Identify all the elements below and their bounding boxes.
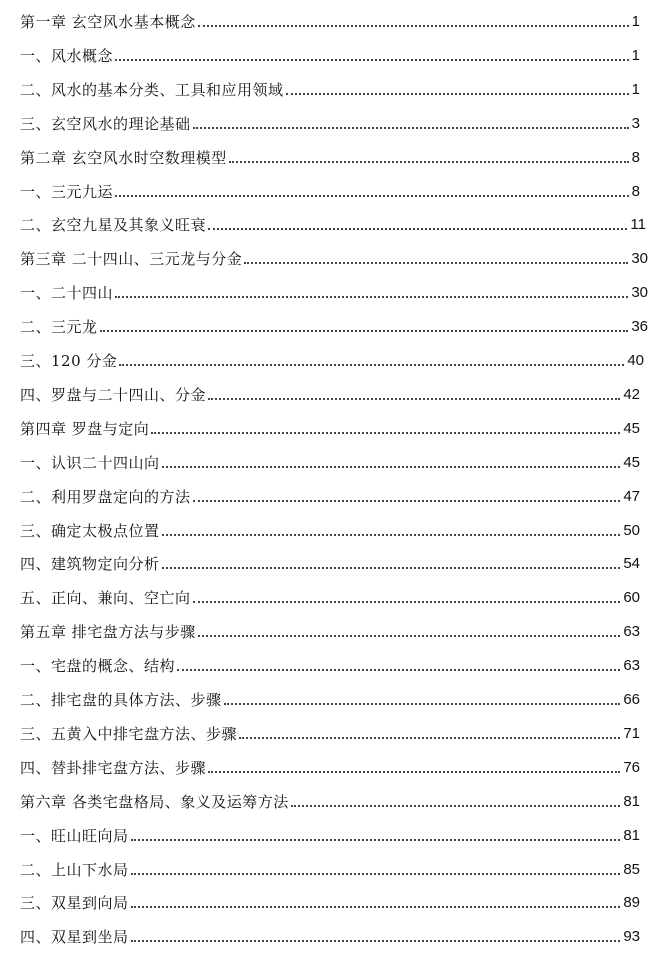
toc-entry-page: 63	[623, 657, 640, 675]
toc-entry[interactable]	[20, 546, 640, 574]
toc-dot-leader	[131, 873, 621, 875]
toc-entry-title: 三、确定太极点位置	[20, 521, 160, 540]
toc-entry-page: 8	[631, 148, 640, 166]
toc-entry-title: 一、旺山旺向局	[20, 826, 129, 845]
toc-entry-page: 66	[623, 691, 640, 708]
toc-entry[interactable]	[20, 140, 640, 168]
toc-dot-leader	[229, 161, 629, 163]
toc-entry[interactable]	[20, 513, 640, 541]
toc-entry-title: 二、利用罗盘定向的方法	[20, 487, 191, 506]
toc-entry-page: 71	[623, 724, 640, 742]
toc-dot-leader	[208, 771, 620, 773]
toc-entry[interactable]	[20, 275, 648, 303]
toc-dot-leader	[162, 567, 621, 569]
toc-entry-title: 一、宅盘的概念、结构	[20, 657, 176, 676]
toc-entry-page: 81	[623, 792, 640, 810]
toc-entry-title: 二、玄空九星及其象义旺衰	[20, 216, 207, 235]
toc-entry-title: 三、玄空风水的理论基础	[20, 114, 191, 133]
toc-entry[interactable]	[20, 4, 640, 32]
toc-entry-page: 1	[631, 13, 640, 30]
toc-entry[interactable]	[20, 309, 648, 337]
toc-entry-page: 42	[623, 385, 640, 403]
toc-entry[interactable]	[20, 207, 646, 235]
toc-entry-title: 四、罗盘与二十四山、分金	[20, 385, 207, 404]
toc-entry[interactable]	[20, 38, 640, 66]
toc-entry[interactable]	[20, 648, 640, 676]
toc-entry[interactable]	[20, 72, 640, 100]
toc-entry-title: 三、双星到向局	[20, 894, 129, 913]
toc-entry[interactable]	[20, 106, 640, 134]
toc-entry-page: 45	[623, 419, 640, 437]
toc-entry-title: 二、风水的基本分类、工具和应用领域	[20, 80, 284, 99]
toc-entry[interactable]	[20, 784, 640, 812]
toc-entry-page: 85	[623, 860, 640, 878]
toc-entry-title: 一、认识二十四山向	[20, 453, 160, 472]
toc-entry-title: 一、二十四山	[20, 284, 114, 303]
toc-dot-leader	[131, 940, 621, 942]
toc-entry-title: 第五章 排宅盘方法与步骤	[20, 623, 196, 642]
toc-dot-leader	[198, 25, 629, 27]
toc-dot-leader	[162, 534, 621, 536]
toc-entry-page: 50	[623, 521, 640, 539]
toc-entry-page: 89	[623, 894, 640, 912]
toc-dot-leader	[100, 330, 629, 332]
toc-dot-leader	[177, 669, 620, 671]
toc-entry[interactable]	[20, 682, 640, 710]
toc-dot-leader	[193, 127, 629, 129]
toc-entry-page: 40	[627, 352, 644, 369]
toc-entry-page: 45	[623, 453, 640, 471]
toc-entry-page: 11	[630, 216, 646, 234]
toc-entry[interactable]	[20, 919, 640, 947]
toc-entry[interactable]	[20, 479, 640, 507]
toc-entry-title: 第二章 玄空风水时空数理模型	[20, 148, 227, 167]
toc-dot-leader	[239, 737, 620, 739]
toc-entry-title: 二、排宅盘的具体方法、步骤	[20, 691, 222, 709]
toc-dot-leader	[115, 195, 629, 197]
toc-entry-page: 54	[623, 555, 640, 573]
toc-entry[interactable]	[20, 174, 640, 202]
toc-dot-leader	[193, 500, 621, 502]
toc-dot-leader	[162, 466, 621, 468]
toc-entry-page: 93	[623, 928, 640, 946]
toc-dot-leader	[244, 262, 628, 264]
toc-entry-title: 一、三元九运	[20, 182, 114, 201]
toc-entry-page: 63	[623, 623, 640, 641]
toc-dot-leader	[115, 296, 628, 298]
toc-dot-leader	[151, 432, 620, 434]
toc-entry[interactable]	[20, 614, 640, 642]
toc-entry-title: 四、建筑物定向分析	[20, 555, 160, 574]
toc-entry-page: 30	[631, 284, 648, 302]
toc-dot-leader	[198, 635, 621, 637]
toc-entry-page: 60	[623, 589, 640, 607]
toc-dot-leader	[291, 805, 621, 807]
toc-entry-title: 三、120 分金	[20, 352, 118, 370]
toc-entry-page: 81	[623, 826, 640, 844]
toc-entry-page: 30	[631, 250, 648, 268]
toc-entry-page: 1	[631, 80, 640, 98]
toc-entry-title: 第三章 二十四山、三元龙与分金	[20, 250, 243, 269]
toc-entry-title: 三、五黄入中排宅盘方法、步骤	[20, 724, 238, 743]
toc-dot-leader	[224, 703, 621, 705]
toc-entry[interactable]	[20, 818, 640, 846]
toc-entry-page: 8	[631, 182, 640, 200]
toc-dot-leader	[131, 839, 621, 841]
toc-entry[interactable]	[20, 411, 640, 439]
toc-entry[interactable]	[20, 852, 640, 880]
toc-entry-title: 四、双星到坐局	[20, 928, 129, 947]
toc-entry-title: 第六章 各类宅盘格局、象义及运筹方法	[20, 792, 289, 811]
toc-dot-leader	[131, 906, 621, 908]
toc-entry[interactable]	[20, 241, 648, 269]
toc-entry-title: 二、三元龙	[20, 318, 98, 337]
toc-entry[interactable]	[20, 885, 640, 913]
toc-dot-leader	[208, 398, 620, 400]
toc-entry[interactable]	[20, 580, 640, 608]
toc-entry[interactable]	[20, 445, 640, 473]
toc-entry[interactable]	[20, 377, 640, 405]
toc-dot-leader	[286, 93, 629, 95]
toc-entry-page: 47	[623, 487, 640, 505]
toc-dot-leader	[115, 59, 629, 61]
toc-entry-title: 二、上山下水局	[20, 860, 129, 879]
toc-dot-leader	[193, 601, 621, 603]
toc-entry-title: 五、正向、兼向、空亡向	[20, 589, 191, 608]
toc-entry-title: 四、替卦排宅盘方法、步骤	[20, 758, 207, 777]
toc-entry-page: 36	[631, 318, 648, 336]
toc-entry[interactable]	[20, 750, 640, 778]
toc-entry[interactable]	[20, 343, 644, 371]
toc-entry-page: 3	[631, 114, 640, 132]
toc-entry[interactable]	[20, 716, 640, 744]
toc-entry-title: 一、风水概念	[20, 46, 114, 65]
toc-entry-title: 第一章 玄空风水基本概念	[20, 13, 196, 31]
toc-entry-page: 1	[631, 46, 640, 64]
toc-entry-title: 第四章 罗盘与定向	[20, 419, 150, 438]
toc-entry-page: 76	[623, 758, 640, 776]
toc-dot-leader	[208, 228, 627, 230]
toc-dot-leader	[119, 364, 624, 366]
